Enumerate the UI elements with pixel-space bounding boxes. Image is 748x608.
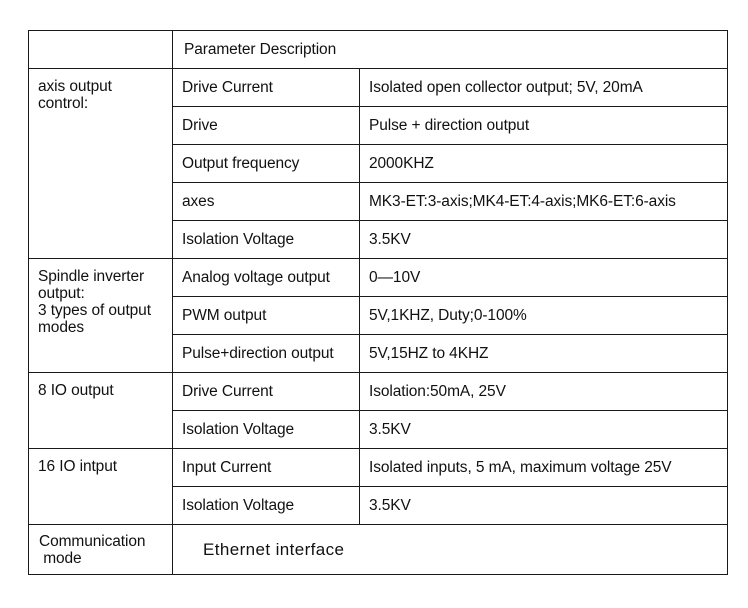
group-label-line: Communication [39,532,146,550]
group-spindle-inverter-output [29,259,173,373]
group-label-line: control: [38,95,89,112]
group-axis-output-control [29,69,173,259]
group-label-line: 8 IO output [38,382,114,399]
group-label-line: axis output [38,78,112,95]
group-label-line: 16 IO intput [38,458,117,475]
param-cell: Pulse+direction output [173,335,360,373]
communication-value: Ethernet interface [173,525,728,575]
group-8-io-output [29,373,173,449]
group-communication-mode [29,525,173,575]
group-label-line: output: [38,285,85,302]
corner-cell [29,31,173,69]
parameter-description-header: Parameter Description [173,31,728,69]
value-cell: 5V,1KHZ, Duty;0-100% [360,297,728,335]
value-cell: 2000KHZ [360,145,728,183]
param-cell: Isolation Voltage [173,487,360,525]
communication-row [29,525,728,575]
param-cell: Isolation Voltage [173,221,360,259]
group-label-line: 3 types of output [38,302,151,319]
param-cell: Drive [173,107,360,145]
value-cell: Isolated open collector output; 5V, 20mA [360,69,728,107]
param-cell: axes [173,183,360,221]
value-cell: MK3-ET:3-axis;MK4-ET:4-axis;MK6-ET:6-axis [360,183,728,221]
value-cell: 3.5KV [360,221,728,259]
param-cell: Output frequency [173,145,360,183]
group-label-line: Spindle inverter [38,268,145,285]
table-row [29,373,728,411]
group-16-io-input [29,449,173,525]
param-cell: Input Current [173,449,360,487]
value-cell: Isolated inputs, 5 mA, maximum voltage 25V [360,449,728,487]
param-cell: Drive Current [173,69,360,107]
value-cell: 0—10V [360,259,728,297]
value-cell: 3.5KV [360,411,728,449]
header-row [29,31,728,69]
value-cell: Isolation:50mA, 25V [360,373,728,411]
table-row [29,69,728,107]
value-cell: 5V,15HZ to 4KHZ [360,335,728,373]
param-cell: Analog voltage output [173,259,360,297]
table-row [29,449,728,487]
table-row [29,259,728,297]
group-label-line: mode [39,549,82,567]
param-cell: PWM output [173,297,360,335]
parameter-table [28,30,728,575]
value-cell: 3.5KV [360,487,728,525]
group-label-line: modes [38,319,85,336]
param-cell: Isolation Voltage [173,411,360,449]
param-cell: Drive Current [173,373,360,411]
value-cell: Pulse + direction output [360,107,728,145]
